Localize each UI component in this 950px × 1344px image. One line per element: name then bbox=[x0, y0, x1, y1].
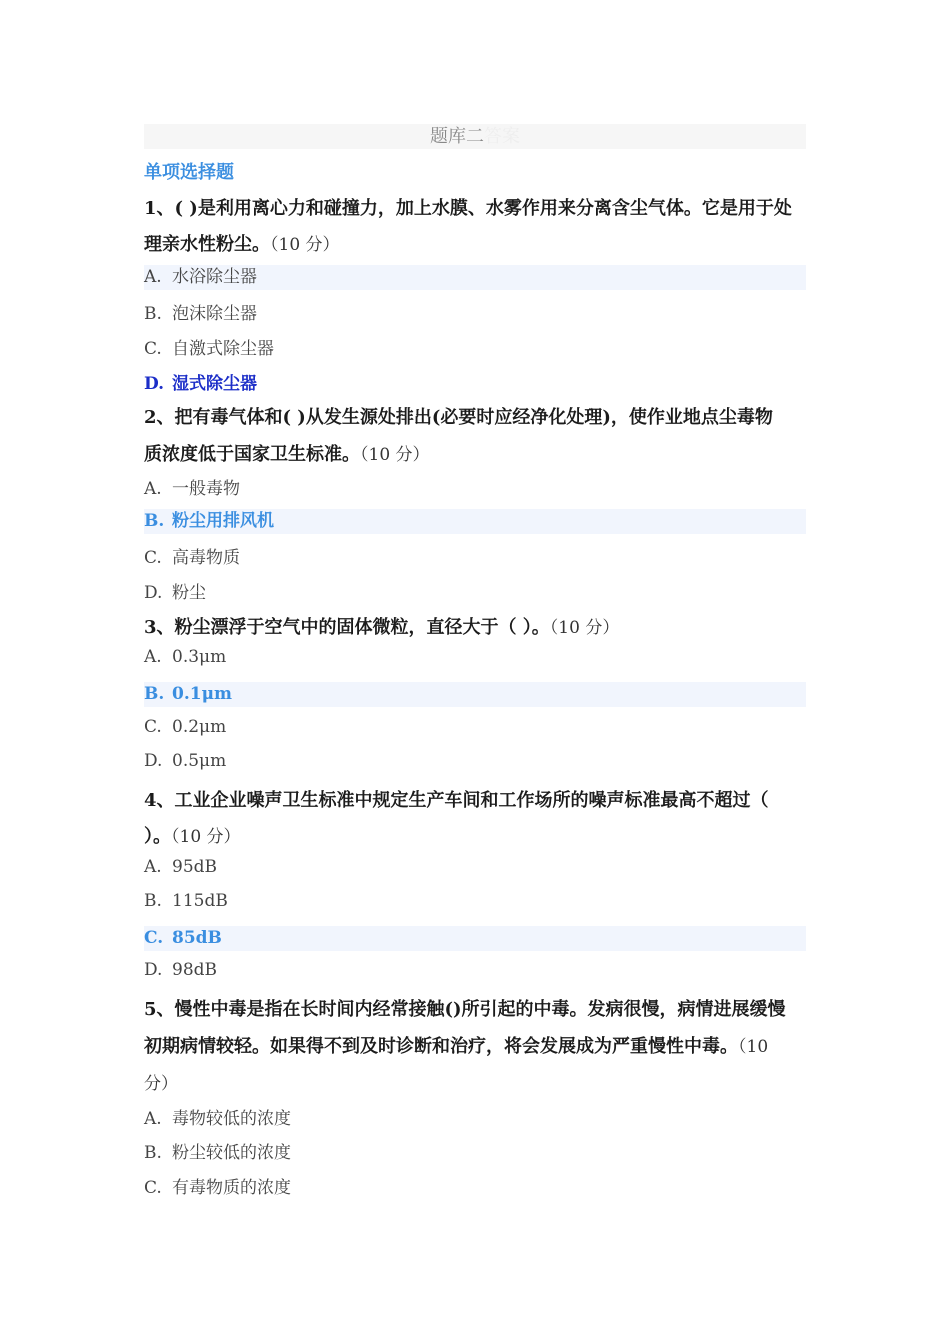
option-text: 粉尘较低的浓度 bbox=[172, 1143, 291, 1163]
option-text: 粉尘用排风机 bbox=[172, 511, 274, 531]
option-key: C. bbox=[144, 339, 162, 359]
option-key: C. bbox=[144, 548, 162, 568]
document-title bbox=[144, 124, 806, 149]
option-key: A. bbox=[144, 647, 162, 667]
question-4-option-c-answer bbox=[144, 926, 806, 951]
document-title-suffix: 答案 bbox=[484, 126, 520, 147]
question-1-option-c bbox=[144, 334, 806, 359]
question-5-option-c bbox=[144, 1173, 806, 1198]
question-1-line-1: 1、( )是利用离心力和碰撞力，加上水膜、水雾作用来分离含尘气体。它是用于处 bbox=[144, 198, 792, 219]
option-text: 98dB bbox=[172, 960, 218, 980]
question-5-line-1: 5、慢性中毒是指在长时间内经常接触()所引起的中毒。发病很慢，病情进展缓慢 bbox=[144, 999, 786, 1020]
question-1-score: （10 分） bbox=[270, 235, 340, 255]
option-text: 一般毒物 bbox=[172, 479, 240, 499]
question-5-option-a bbox=[144, 1104, 806, 1129]
question-4-option-b bbox=[144, 891, 806, 911]
question-3-score: （10 分） bbox=[549, 618, 620, 638]
option-key: B. bbox=[144, 684, 165, 704]
question-3-option-d bbox=[144, 751, 806, 771]
question-3-line-1 bbox=[144, 613, 806, 639]
question-2-option-c bbox=[144, 543, 806, 568]
question-2-score: （10 分） bbox=[360, 445, 430, 465]
section-heading: 单项选择题 bbox=[144, 162, 234, 183]
option-key: C. bbox=[144, 928, 164, 948]
option-key: D. bbox=[144, 960, 163, 980]
question-4-line-1: 4、工业企业噪声卫生标准中规定生产车间和工作场所的噪声标准最高不超过（ bbox=[144, 790, 769, 811]
question-1-option-d-answer bbox=[144, 369, 806, 394]
question-1-option-a bbox=[144, 265, 806, 290]
question-4-option-d bbox=[144, 960, 806, 980]
question-4-option-a bbox=[144, 857, 806, 877]
option-text: 自激式除尘器 bbox=[172, 339, 274, 359]
question-1-text: 理亲水性粉尘。 bbox=[144, 234, 270, 255]
option-key: B. bbox=[144, 891, 162, 911]
question-4-score: （10 分） bbox=[171, 827, 241, 847]
option-key: D. bbox=[144, 751, 163, 771]
option-text: 0.5μm bbox=[172, 751, 227, 771]
question-2-option-a bbox=[144, 474, 806, 499]
question-5-score-b: 分） bbox=[144, 1074, 178, 1094]
document-title-text: 题库二 bbox=[430, 126, 484, 147]
option-text: 湿式除尘器 bbox=[172, 374, 257, 394]
question-2-option-d bbox=[144, 578, 806, 603]
question-3-option-b-answer bbox=[144, 682, 806, 707]
question-3-option-a bbox=[144, 647, 806, 667]
question-5-line-2 bbox=[144, 1032, 806, 1058]
option-key: C. bbox=[144, 717, 162, 737]
question-1-option-b bbox=[144, 299, 806, 324]
option-key: D. bbox=[144, 583, 163, 603]
question-3-option-c bbox=[144, 717, 806, 737]
option-text: 高毒物质 bbox=[172, 548, 240, 568]
question-1-line-2 bbox=[144, 230, 806, 256]
question-2-text: 质浓度低于国家卫生标准。 bbox=[144, 444, 360, 465]
question-5-option-b bbox=[144, 1138, 806, 1163]
question-5-text: 初期病情较轻。如果得不到及时诊断和治疗，将会发展成为严重慢性中毒。 bbox=[144, 1036, 738, 1057]
question-5-score-a: （10 bbox=[738, 1037, 769, 1057]
question-4-line-2 bbox=[144, 822, 806, 848]
question-3-text: 3、粉尘漂浮于空气中的固体微粒，直径大于（ ）。 bbox=[144, 617, 550, 638]
option-text: 85dB bbox=[172, 928, 222, 948]
option-text: 115dB bbox=[172, 891, 228, 911]
option-text: 0.2μm bbox=[172, 717, 227, 737]
question-2-line-2 bbox=[144, 440, 806, 466]
option-key: A. bbox=[144, 479, 162, 499]
option-text: 泡沫除尘器 bbox=[172, 304, 257, 324]
option-key: A. bbox=[144, 857, 162, 877]
option-key: A. bbox=[144, 1109, 162, 1129]
option-key: A. bbox=[144, 267, 162, 287]
question-2-option-b-answer bbox=[144, 509, 806, 534]
option-key: B. bbox=[144, 1143, 162, 1163]
option-text: 粉尘 bbox=[172, 583, 206, 603]
option-key: D. bbox=[144, 374, 165, 394]
option-key: C. bbox=[144, 1178, 162, 1198]
option-key: B. bbox=[144, 304, 162, 324]
question-4-text: ）。 bbox=[144, 826, 171, 847]
option-text: 95dB bbox=[172, 857, 218, 877]
question-2-line-1: 2、把有毒气体和( )从发生源处排出(必要时应经净化处理)，使作业地点尘毒物 bbox=[144, 407, 773, 428]
option-text: 有毒物质的浓度 bbox=[172, 1178, 291, 1198]
option-text: 0.3μm bbox=[172, 647, 227, 667]
option-text: 0.1μm bbox=[172, 684, 233, 704]
option-text: 水浴除尘器 bbox=[172, 267, 257, 287]
option-key: B. bbox=[144, 511, 165, 531]
option-text: 毒物较低的浓度 bbox=[172, 1109, 291, 1129]
